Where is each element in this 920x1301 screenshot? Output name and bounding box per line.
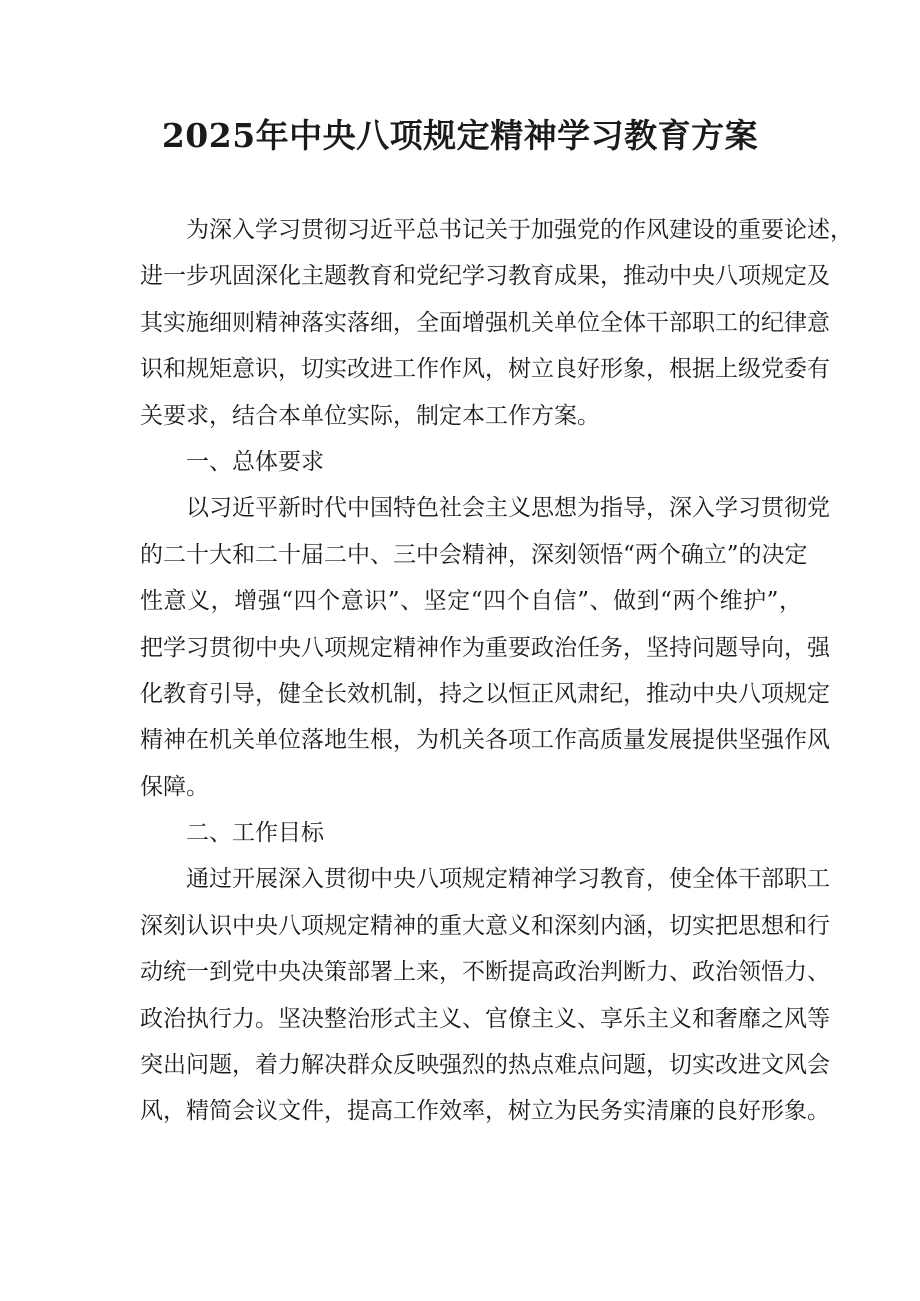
paragraph-line: 突出问题，着力解决群众反映强烈的热点难点问题，切实改进文风会 [140, 1052, 830, 1079]
section-heading-general-requirements: 一、总体要求 [186, 448, 324, 475]
paragraph-line: 精神在机关单位落地生根，为机关各项工作高质量发展提供坚强作风 [140, 727, 830, 754]
section-heading-work-objectives: 二、工作目标 [186, 820, 324, 847]
paragraph-line: 以习近平新时代中国特色社会主义思想为指导，深入学习贯彻党 [186, 495, 830, 522]
document-body [140, 207, 853, 1135]
paragraph-line: 政治执行力。坚决整治形式主义、官僚主义、享乐主义和奢靡之风等 [140, 1005, 830, 1032]
intro-line: 关要求，结合本单位实际，制定本工作方案。 [140, 402, 600, 429]
intro-paragraph [140, 207, 853, 439]
document-title: 2025年中央八项规定精神学习教育方案 [161, 116, 759, 155]
paragraph-line: 化教育引导，健全长效机制，持之以恒正风肃纪，推动中央八项规定 [140, 680, 830, 707]
paragraph-line: 深刻认识中央八项规定精神的重大意义和深刻内涵，切实把思想和行 [140, 912, 830, 939]
intro-line: 识和规矩意识，切实改进工作作风，树立良好形象，根据上级党委有 [140, 356, 830, 383]
paragraph-line: 性意义，增强“四个意识”、坚定“四个自信”、做到“两个维护”， [140, 588, 802, 615]
intro-line: 为深入学习贯彻习近平总书记关于加强党的作风建设的重要论述， [186, 217, 853, 243]
intro-line: 其实施细则精神落实落细，全面增强机关单位全体干部职工的纪律意 [140, 309, 830, 336]
work-objectives-paragraph [140, 856, 830, 1134]
paragraph-line: 的二十大和二十届二中、三中会精神，深刻领悟“两个确立”的决定 [140, 541, 808, 568]
paragraph-line: 动统一到党中央决策部署上来，不断提高政治判断力、政治领悟力、 [140, 959, 830, 986]
paragraph-line: 保障。 [140, 773, 209, 800]
paragraph-line: 把学习贯彻中央八项规定精神作为重要政治任务，坚持问题导向，强 [140, 634, 830, 661]
paragraph-line: 通过开展深入贯彻中央八项规定精神学习教育，使全体干部职工 [186, 866, 830, 893]
paragraph-line: 风，精简会议文件，提高工作效率，树立为民务实清廉的良好形象。 [140, 1098, 830, 1125]
general-requirements-paragraph [140, 485, 830, 810]
intro-line: 进一步巩固深化主题教育和党纪学习教育成果，推动中央八项规定及 [140, 263, 830, 290]
